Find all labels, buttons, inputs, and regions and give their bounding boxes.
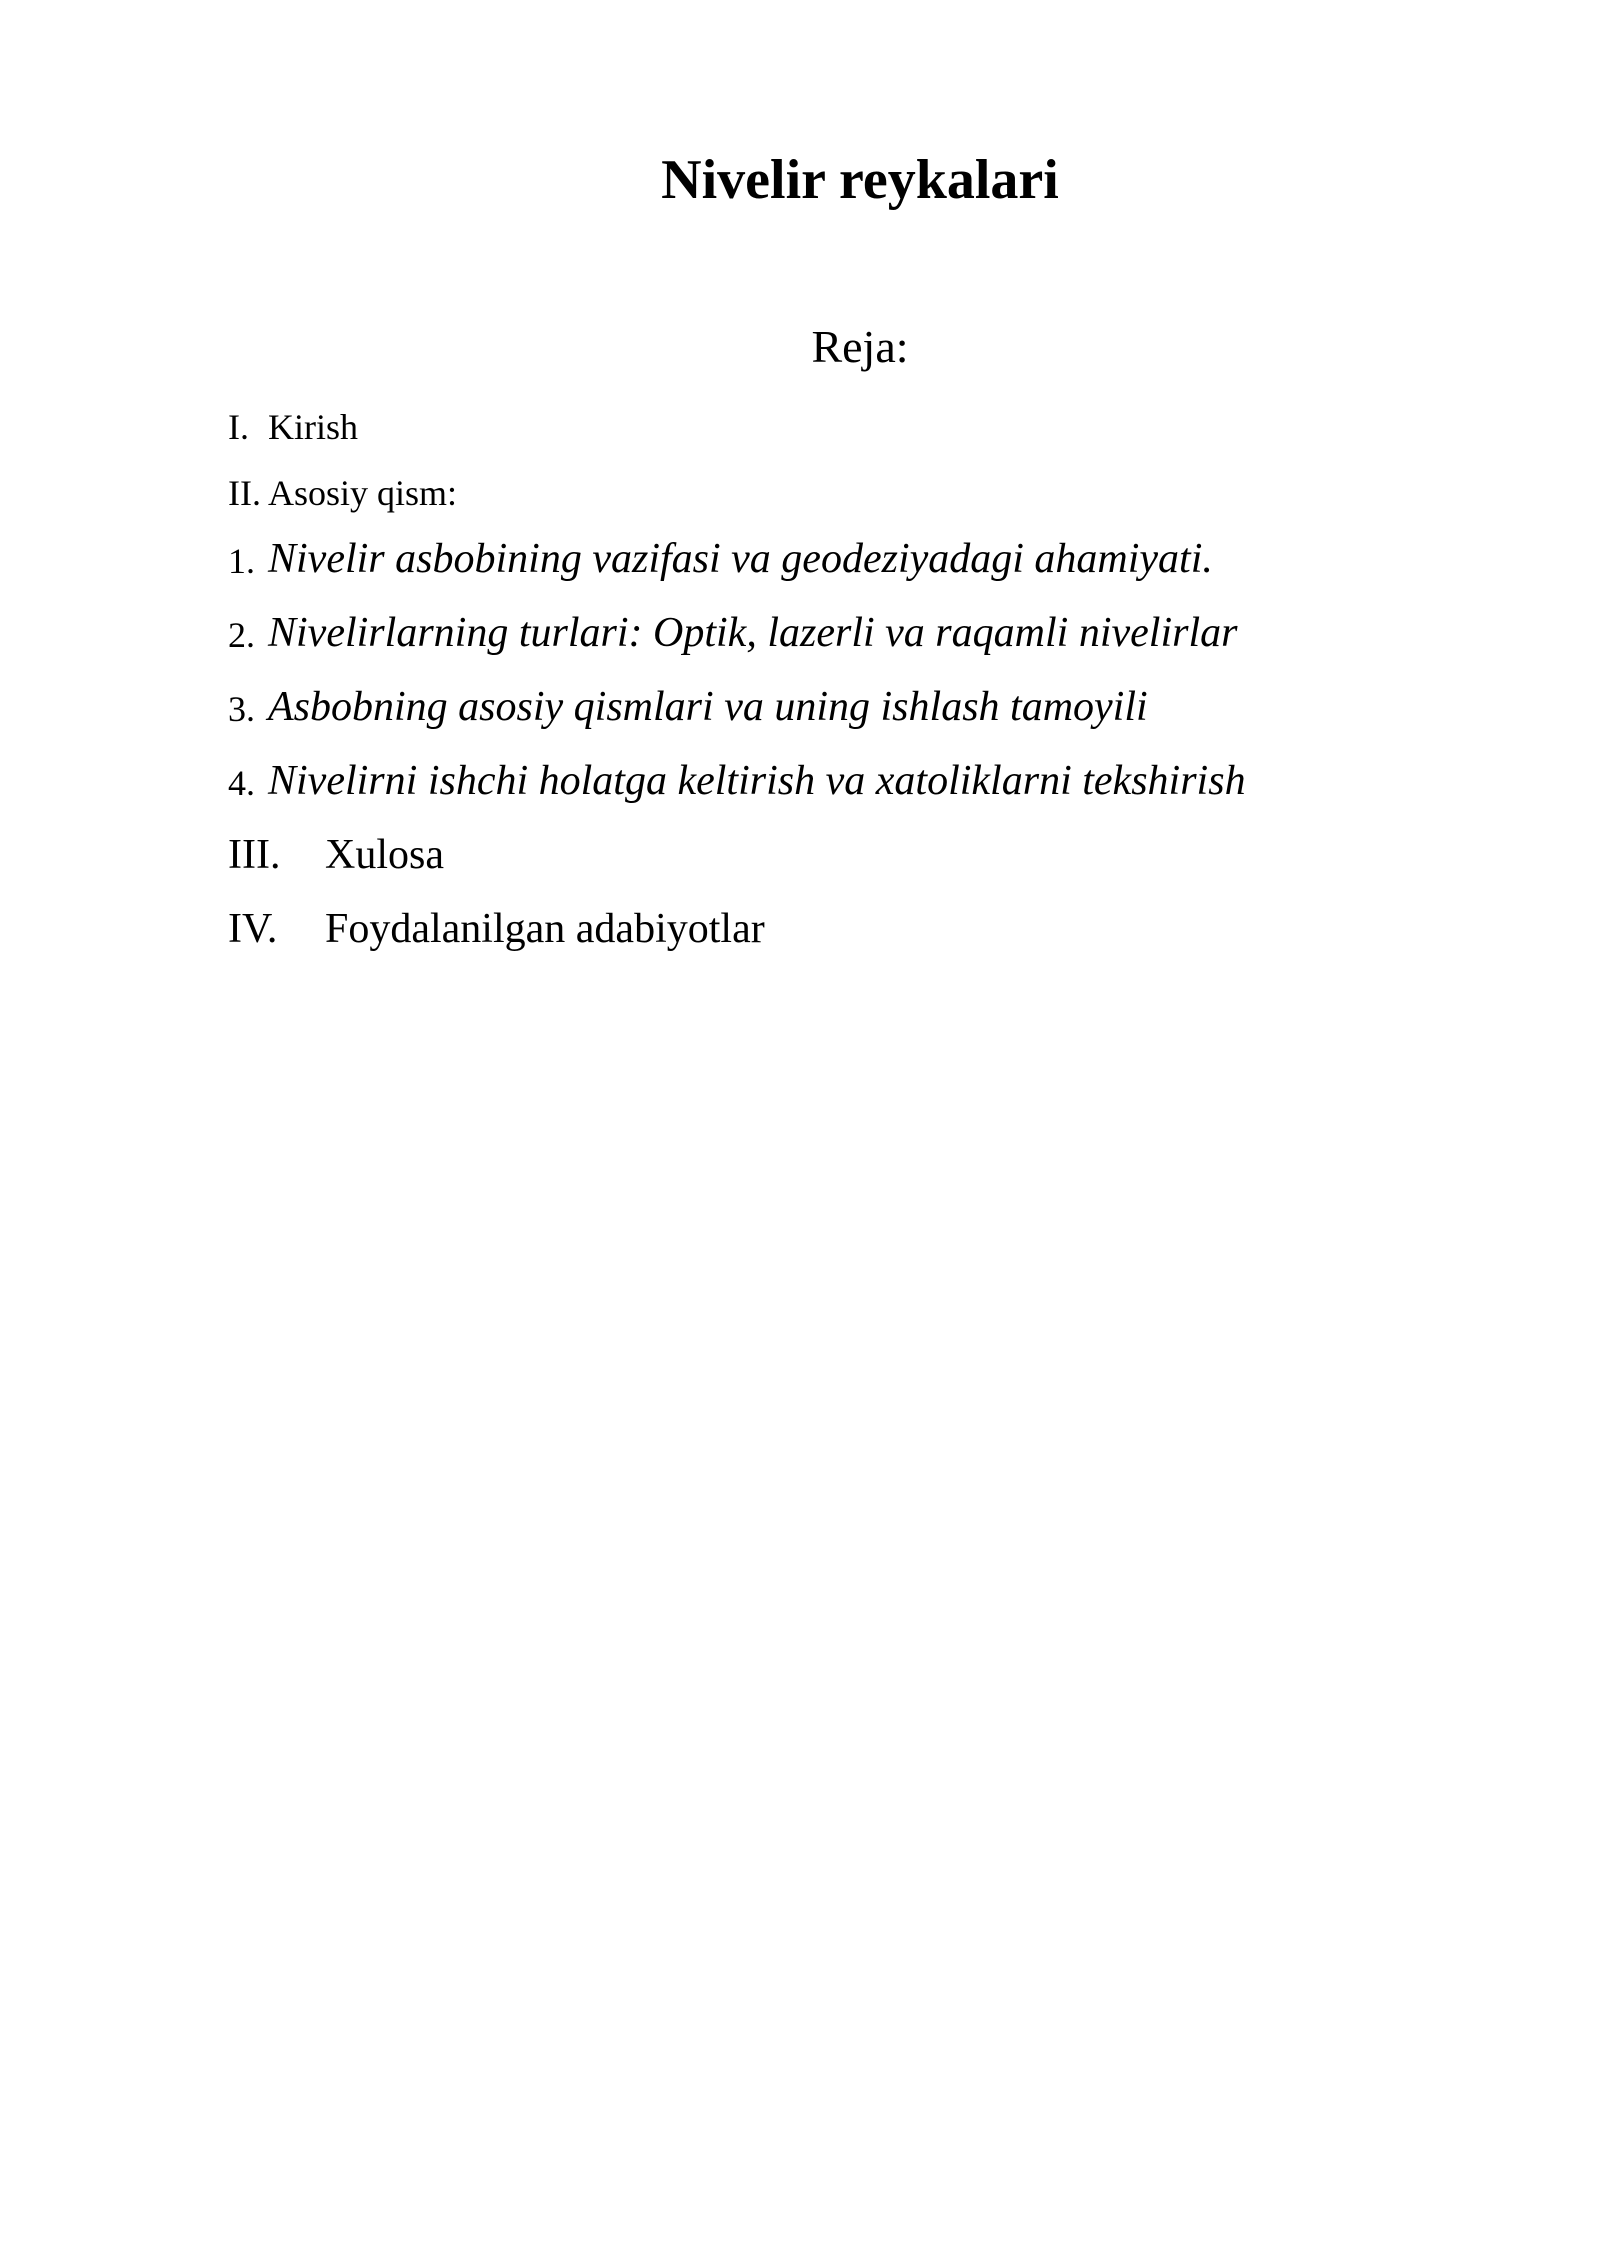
outline-marker: III. bbox=[228, 832, 281, 878]
outline-marker: 4. bbox=[228, 763, 255, 803]
outline-marker: 2. bbox=[228, 615, 255, 655]
outline-text: Asosiy qism: bbox=[268, 473, 458, 513]
outline-marker: 3. bbox=[228, 689, 255, 729]
outline-text: Kirish bbox=[268, 407, 358, 447]
document-title: Nivelir reykalari bbox=[661, 149, 1059, 211]
outline-text: Foydalanilgan adabiyotlar bbox=[325, 906, 765, 952]
plan-heading: Reja: bbox=[811, 321, 909, 372]
outline-marker: 1. bbox=[228, 541, 255, 581]
outline-marker: II. bbox=[228, 473, 261, 513]
outline-text: Asbobning asosiy qismlari va uning ishlash tamoyili bbox=[268, 684, 1148, 730]
outline-text: Nivelirlarning turlari: Optik, lazerli va raqamli nivelirlar bbox=[268, 610, 1238, 656]
outline-text: Xulosa bbox=[325, 832, 444, 878]
outline-marker: I. bbox=[228, 407, 249, 447]
outline-text: Nivelirni ishchi holatga keltirish va xatoliklarni tekshirish bbox=[268, 758, 1246, 804]
outline-marker: IV. bbox=[228, 906, 278, 952]
outline-text: Nivelir asbobining vazifasi va geodeziyadagi ahamiyati. bbox=[268, 536, 1213, 582]
